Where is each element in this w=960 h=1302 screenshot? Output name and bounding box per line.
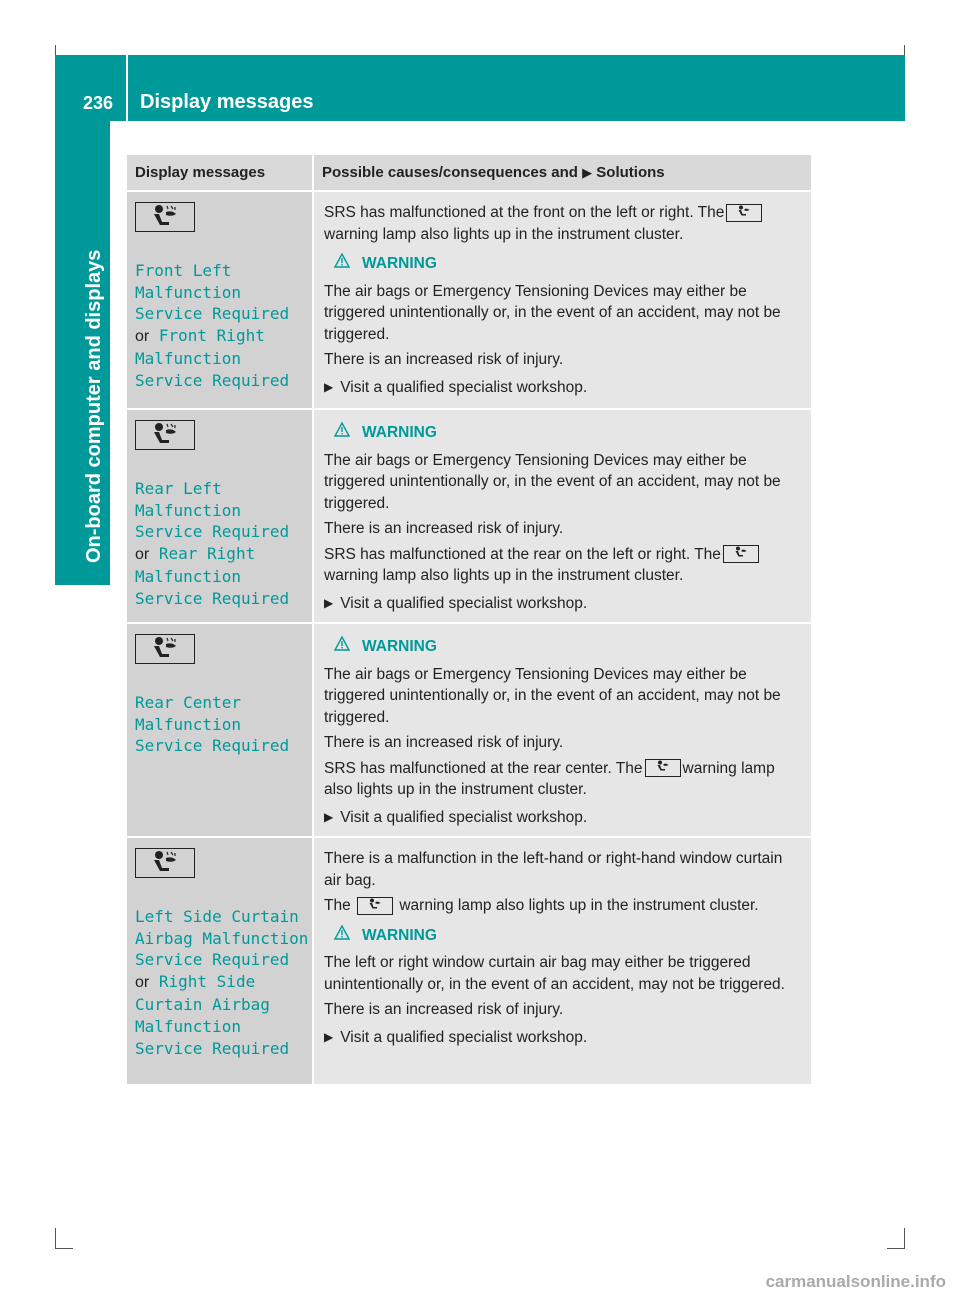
warning-label: WARNING (362, 638, 437, 655)
crop-mark (55, 1228, 56, 1248)
message-text: Rear Left Malfunction Service Required (135, 478, 290, 542)
message-text: Malfunction Service Required (135, 566, 290, 608)
warning-label: WARNING (362, 255, 437, 272)
table-header (127, 155, 811, 192)
play-arrow-icon: ▶ (582, 165, 593, 180)
airbag-icon (645, 759, 681, 777)
page-number: 236 (83, 93, 114, 113)
solution-cell: SRS has malfunctioned at the front on the left or right. The warning lamp also lights up in the instrument cluster. WARNING The air bags or Emergency Tensioning Devices may either be triggered unintentionally or, in the event of an accident, may not be triggered. There is an increased risk of injury. ▶ Visit a qualified specialist workshop. (314, 192, 811, 408)
side-tab-label: On-board computer and displays (83, 249, 105, 563)
warning-text: The air bags or Emergency Tensioning Devices may either be triggered unintentionally or, in the event of an accident, may not be triggered. (324, 665, 781, 726)
message-text: Left Side Curtain Airbag Malfunction Service Required (135, 906, 309, 970)
step-arrow-icon: ▶ (324, 1029, 334, 1044)
crop-mark (904, 1228, 905, 1248)
or-text: or (135, 546, 150, 564)
column-header-display-messages: Display messages (127, 155, 314, 190)
solution-cell: There is a malfunction in the left-hand or right-hand window curtain air bag. The warning lamp also lights up in the instrument cluster. WARNING The left or right window curtain air bag may either be triggered unintentionally or, in the event of an accident, may not be triggered. There is an increased risk of injury. ▶ Visit a qualified specialist workshop. (314, 838, 811, 1084)
step-arrow-icon: ▶ (324, 809, 334, 824)
step-text: Visit a qualified specialist workshop. (340, 1028, 588, 1046)
risk-text: There is an increased risk of injury. (324, 1001, 564, 1018)
crop-mark (887, 1248, 905, 1249)
warning-triangle-icon (334, 253, 350, 275)
warning-label: WARNING (362, 424, 437, 441)
message-text: Curtain Airbag Malfunction Service Required (135, 994, 290, 1058)
step-text: Visit a qualified specialist workshop. (340, 808, 588, 826)
airbag-icon (726, 204, 762, 222)
table-row (127, 624, 811, 838)
warning-triangle-icon (334, 636, 350, 658)
warning-triangle-icon (334, 422, 350, 444)
column-header-causes: Possible causes/consequences and ▶ Solutions (322, 164, 665, 181)
step-arrow-icon: ▶ (324, 595, 334, 610)
step-text: Visit a qualified specialist workshop. (340, 594, 588, 612)
risk-text: There is an increased risk of injury. (324, 520, 564, 537)
message-text: Front Left Malfunction Service Required (135, 260, 290, 324)
step-arrow-icon: ▶ (324, 379, 334, 394)
airbag-icon (135, 420, 195, 450)
airbag-icon (135, 634, 195, 664)
warning-label: WARNING (362, 926, 437, 944)
display-message-cell (127, 624, 314, 836)
risk-text: There is an increased risk of injury. (324, 351, 564, 368)
table-row (127, 192, 811, 410)
warning-text: The left or right window curtain air bag may either be triggered unintentionally or, in the event of an accident, may not be triggered. (324, 954, 785, 993)
solution-cell: WARNING The air bags or Emergency Tensioning Devices may either be triggered unintentionally or, in the event of an accident, may not be triggered. There is an increased risk of injury. SRS has malfunctioned at the rear center. The warning lamp also lights up in the instrument cluster. ▶ Visit a qualified specialist workshop. (314, 624, 811, 836)
step-text: Visit a qualified specialist workshop. (340, 378, 588, 396)
airbag-icon (357, 897, 393, 915)
risk-text: There is an increased risk of injury. (324, 734, 564, 751)
airbag-icon (135, 202, 195, 232)
airbag-icon (723, 545, 759, 563)
table-row (127, 838, 811, 1086)
watermark: carmanualsonline.info (765, 1272, 946, 1291)
display-messages-table (127, 155, 811, 1086)
warning-triangle-icon (334, 925, 350, 947)
intro-text: There is a malfunction in the left-hand or right-hand window curtain air bag. (324, 850, 783, 889)
solution-cell: WARNING The air bags or Emergency Tensioning Devices may either be triggered unintentionally or, in the event of an accident, may not be triggered. There is an increased risk of injury. SRS has malfunctioned at the rear on the left or right. The warning lamp also lights up in the instrument cluster. ▶ Visit a qualified specialist workshop. (314, 410, 811, 622)
warning-text: The air bags or Emergency Tensioning Devices may either be triggered unintentionally or, in the event of an accident, may not be triggered. (324, 282, 781, 343)
message-text: Rear Center Malfunction Service Required (135, 692, 290, 756)
table-row (127, 410, 811, 624)
display-message-cell (127, 838, 314, 1084)
page-title: Display messages (140, 91, 314, 113)
or-text: or (135, 974, 150, 992)
display-message-cell (127, 410, 314, 622)
side-tab (55, 121, 110, 585)
message-text: Front Right (158, 326, 265, 346)
display-message-cell (127, 192, 314, 408)
header-divider (126, 55, 128, 121)
crop-mark (55, 1248, 73, 1249)
or-text: or (135, 328, 150, 346)
airbag-icon (135, 848, 195, 878)
warning-text: The air bags or Emergency Tensioning Devices may either be triggered unintentionally or, in the event of an accident, may not be triggered. (324, 451, 781, 512)
message-text: Rear Right (158, 544, 256, 564)
message-text: Right Side (158, 972, 256, 992)
page-header (55, 55, 905, 121)
message-text: Malfunction Service Required (135, 348, 290, 390)
